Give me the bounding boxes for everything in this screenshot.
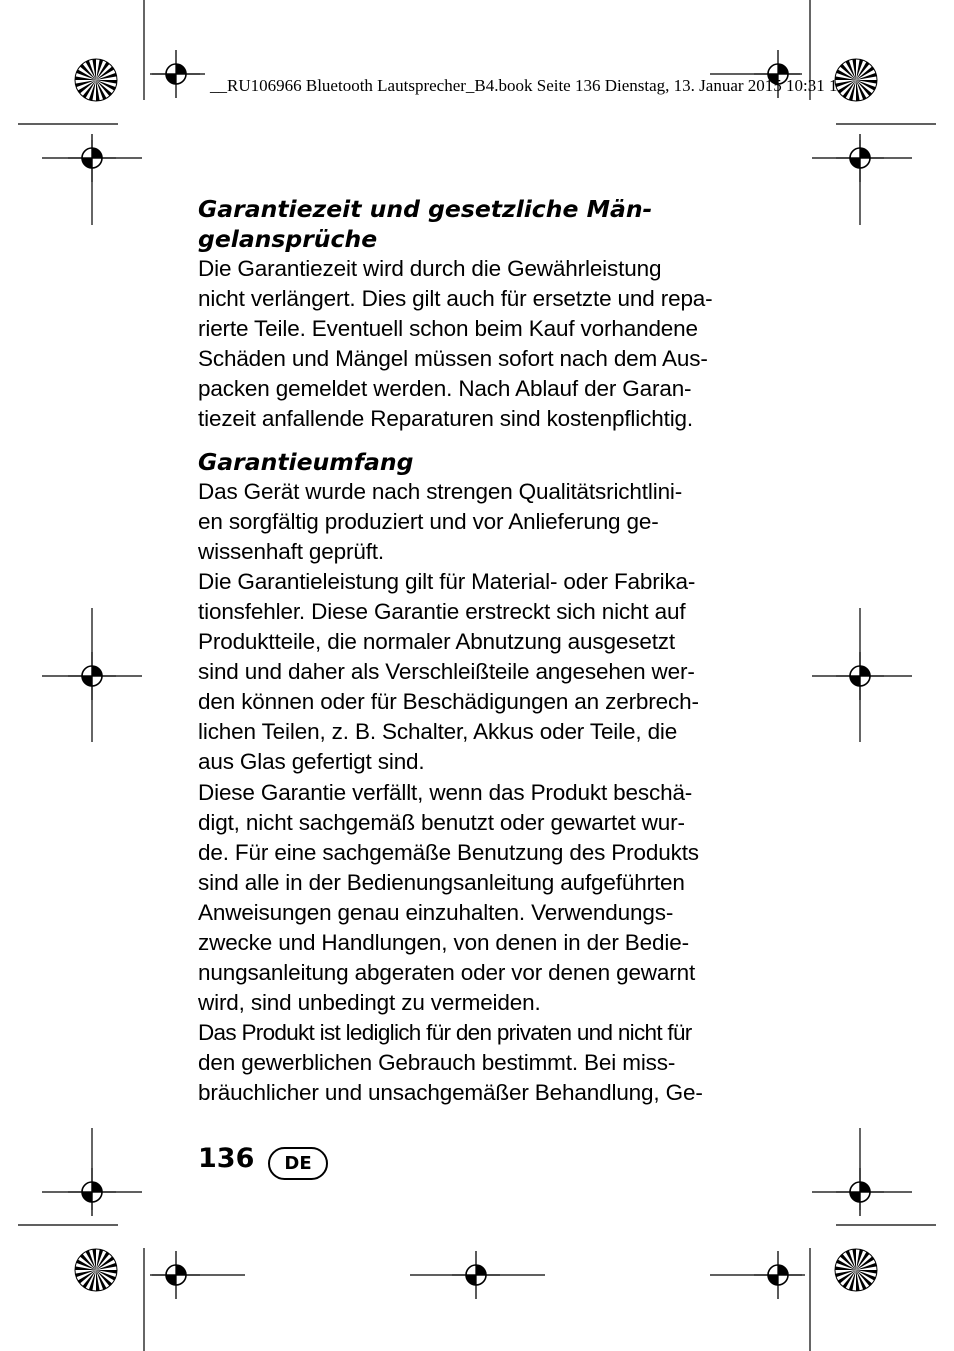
text-line: tionsfehler. Diese Garantie erstreckt sich nicht auf <box>198 598 686 624</box>
text-line: wissenhaft geprüft. <box>198 538 385 564</box>
text-line: Die Garantieleistung gilt für Material- oder Fabrika- <box>198 568 696 594</box>
section-heading <box>198 447 743 477</box>
heading-line: Garantiezeit und gesetzliche Män- <box>198 195 653 223</box>
text-line: Das Gerät wurde nach strengen Qualitätsrichtlini- <box>198 478 683 504</box>
star-target-icon <box>75 1249 117 1291</box>
registration-mark-icon <box>68 1168 116 1216</box>
text-line: de. Für eine sachgemäße Benutzung des Produkts <box>198 839 699 865</box>
text-line: nicht verlängert. Dies gilt auch für ersetzte und repa- <box>198 286 713 312</box>
registration-mark-icon <box>452 1251 500 1299</box>
text-line: wird, sind unbedingt zu vermeiden. <box>198 990 541 1016</box>
registration-mark-icon <box>152 1251 200 1299</box>
section-warranty-period <box>198 194 743 435</box>
section-text <box>198 477 743 1109</box>
text-line: Anweisungen genau einzuhalten. Verwendungs- <box>198 899 674 925</box>
registration-mark-icon <box>836 1168 884 1216</box>
print-slug: __RU106966 Bluetooth Lautsprecher_B4.book Seite 136 Dienstag, 13. Januar 2015 10:31 1 <box>210 76 838 95</box>
text-line: Das Produkt ist lediglich für den privaten und nicht für <box>198 1020 692 1046</box>
text-line: lichen Teilen, z. B. Schalter, Akkus oder Teile, die <box>198 719 678 745</box>
registration-mark-icon <box>836 652 884 700</box>
star-target-icon <box>835 59 877 101</box>
text-line: nungsanleitung abgeraten oder vor denen gewarnt <box>198 960 696 986</box>
page-body <box>198 194 743 1109</box>
text-line: den gewerblichen Gebrauch bestimmt. Bei miss- <box>198 1050 676 1076</box>
section-heading <box>198 194 743 254</box>
text-line: sind und daher als Verschleißteile angesehen wer- <box>198 659 695 685</box>
heading-line: gelansprüche <box>198 225 378 253</box>
text-line: bräuchlicher und unsachgemäßer Behandlung, Ge- <box>198 1080 703 1106</box>
registration-mark-icon <box>68 134 116 182</box>
text-line: packen gemeldet werden. Nach Ablauf der Garan- <box>198 376 692 402</box>
star-target-icon <box>75 59 117 101</box>
text-line: Die Garantiezeit wird durch die Gewährleistung <box>198 256 662 281</box>
text-line: aus Glas gefertigt sind. <box>198 749 425 775</box>
text-line: en sorgfältig produziert und vor Anlieferung ge- <box>198 508 659 534</box>
text-line: tiezeit anfallende Reparaturen sind kostenpflichtig. <box>198 406 694 432</box>
text-line: Schäden und Mängel müssen sofort nach dem Aus- <box>198 346 708 372</box>
text-line: rierte Teile. Eventuell schon beim Kauf vorhandene <box>198 316 698 342</box>
text-line: den können oder für Beschädigungen an zerbrech- <box>198 689 699 715</box>
language-badge: DE <box>268 1147 328 1180</box>
registration-mark-icon <box>754 1251 802 1299</box>
registration-mark-icon <box>152 50 200 98</box>
text-line: Produktteile, die normaler Abnutzung ausgesetzt <box>198 629 675 655</box>
star-target-icon <box>835 1249 877 1291</box>
registration-mark-icon <box>836 134 884 182</box>
registration-mark-icon <box>68 652 116 700</box>
section-warranty-scope <box>198 447 743 1109</box>
heading-line: Garantieumfang <box>198 447 414 476</box>
text-line: zwecke und Handlungen, von denen in der Bedie- <box>198 929 689 955</box>
page-number: 136 <box>198 1143 255 1174</box>
section-text <box>198 254 743 435</box>
text-line: sind alle in der Bedienungsanleitung aufgeführten <box>198 869 685 895</box>
text-line: Diese Garantie verfällt, wenn das Produkt beschä- <box>198 779 693 805</box>
text-line: digt, nicht sachgemäß benutzt oder gewartet wur- <box>198 809 685 835</box>
